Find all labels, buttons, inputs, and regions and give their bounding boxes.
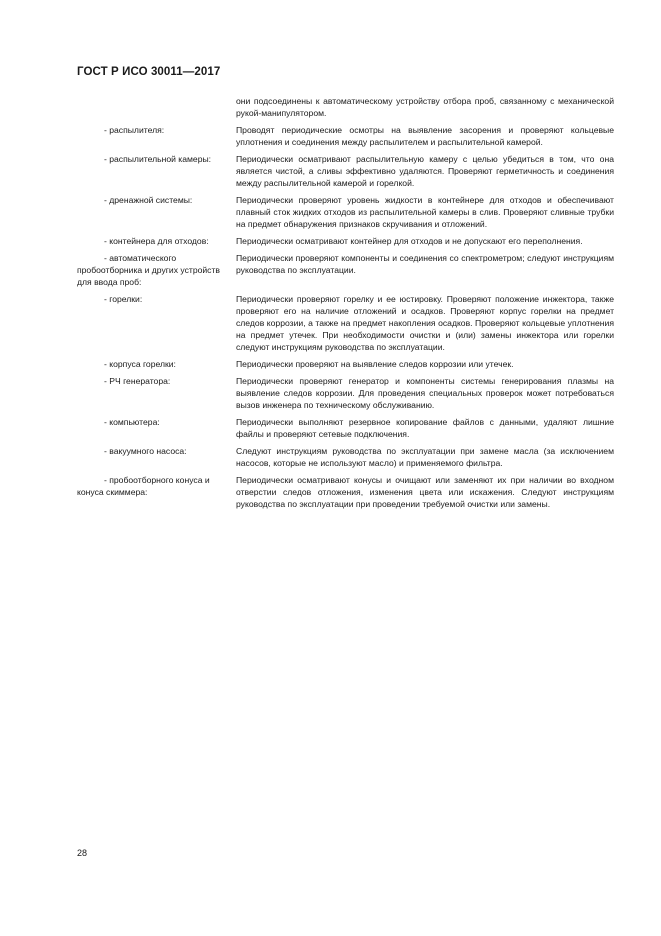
list-item [77,95,614,119]
item-label: - горелки: [104,294,143,304]
list-item [77,124,614,148]
list-item [77,153,614,189]
page-number: 28 [77,848,88,858]
item-text: Периодически выполняют резервное копирование файлов с данными, удаляют лишние файлы и проверяют сетевые подключения. [236,417,614,439]
item-text: Периодически проверяют компоненты и соединения со спектрометром; следуют инструкциям руководства по эксплуатации. [236,253,614,275]
item-label: - распылителя: [104,125,165,135]
item-label: - распылительной камеры: [104,154,212,164]
item-text: Периодически проверяют на выявление следов коррозии или утечек. [236,359,514,369]
item-label: - корпуса горелки: [104,359,176,369]
item-text: они подсоединены к автоматическому устройству отбора проб, связанному с механической рукой-манипулятором. [236,96,614,118]
item-label: - контейнера для отходов: [104,236,209,246]
item-text: Периодически осматривают контейнер для отходов и не допускают его переполнения. [236,236,583,246]
item-label: - автоматического пробоотборника и других устройств для ввода проб: [77,253,220,287]
item-text: Периодически проверяют горелку и ее юстировку. Проверяют положение инжектора, также проверяют его на наличие отложений и осадков. Проверяют корпус горелки на предмет следов коррозии, а также на предмет накопления осадков. Проверяют кольцевые уплотнения на предмет утечек. При необходимости очистки и (или) замены инжектора или горелки следуют инструкциям руководства по эксплуатации. [236,294,614,352]
list-item [77,474,614,510]
item-text: Периодически проверяют генератор и компоненты системы генерирования плазмы на выявление следов коррозии. Для проведения специальных проверок может потребоваться вызов инженера по техническому обслуживанию. [236,376,614,410]
list-item [77,358,614,370]
maintenance-list [77,95,614,515]
item-text: Следуют инструкциям руководства по эксплуатации при замене масла (за исключением насосов, которые не используют масло) и применяемого фильтра. [236,446,614,468]
item-label: - пробоотборного конуса и конуса скиммера: [77,475,210,497]
list-item [77,445,614,469]
item-label: - РЧ генератора: [104,376,171,386]
list-item [77,293,614,353]
item-label: - компьютера: [104,417,160,427]
list-item [77,375,614,411]
document-header: ГОСТ Р ИСО 30011—2017 [77,66,221,78]
item-label: - дренажной системы: [104,195,193,205]
item-text: Периодически проверяют уровень жидкости в контейнере для отходов и обеспечивают плавный сток жидких отходов из распылительной камеры в слив. Проверяют сливные трубки на предмет обнаружения признаков скручивания и отложений. [236,195,614,229]
list-item [77,194,614,230]
list-item [77,416,614,440]
item-text: Проводят периодические осмотры на выявление засорения и проверяют кольцевые уплотнения и соединения между распылителем и распылительной камерой. [236,125,614,147]
list-item [77,235,614,247]
list-item [77,252,614,288]
item-label: - вакуумного насоса: [104,446,187,456]
item-text: Периодически осматривают конусы и очищают или заменяют их при наличии во входном отверстии следов отложения, изменения цвета или искажения. Следуют инструкциям руководства по эксплуатации при проведении требуемой очистки или замены. [236,475,614,509]
item-text: Периодически осматривают распылительную камеру с целью убедиться в том, что она является чистой, а сливы эффективно удаляются. Проверяют герметичность и соединения между распылительной камерой и горелкой. [236,154,614,188]
